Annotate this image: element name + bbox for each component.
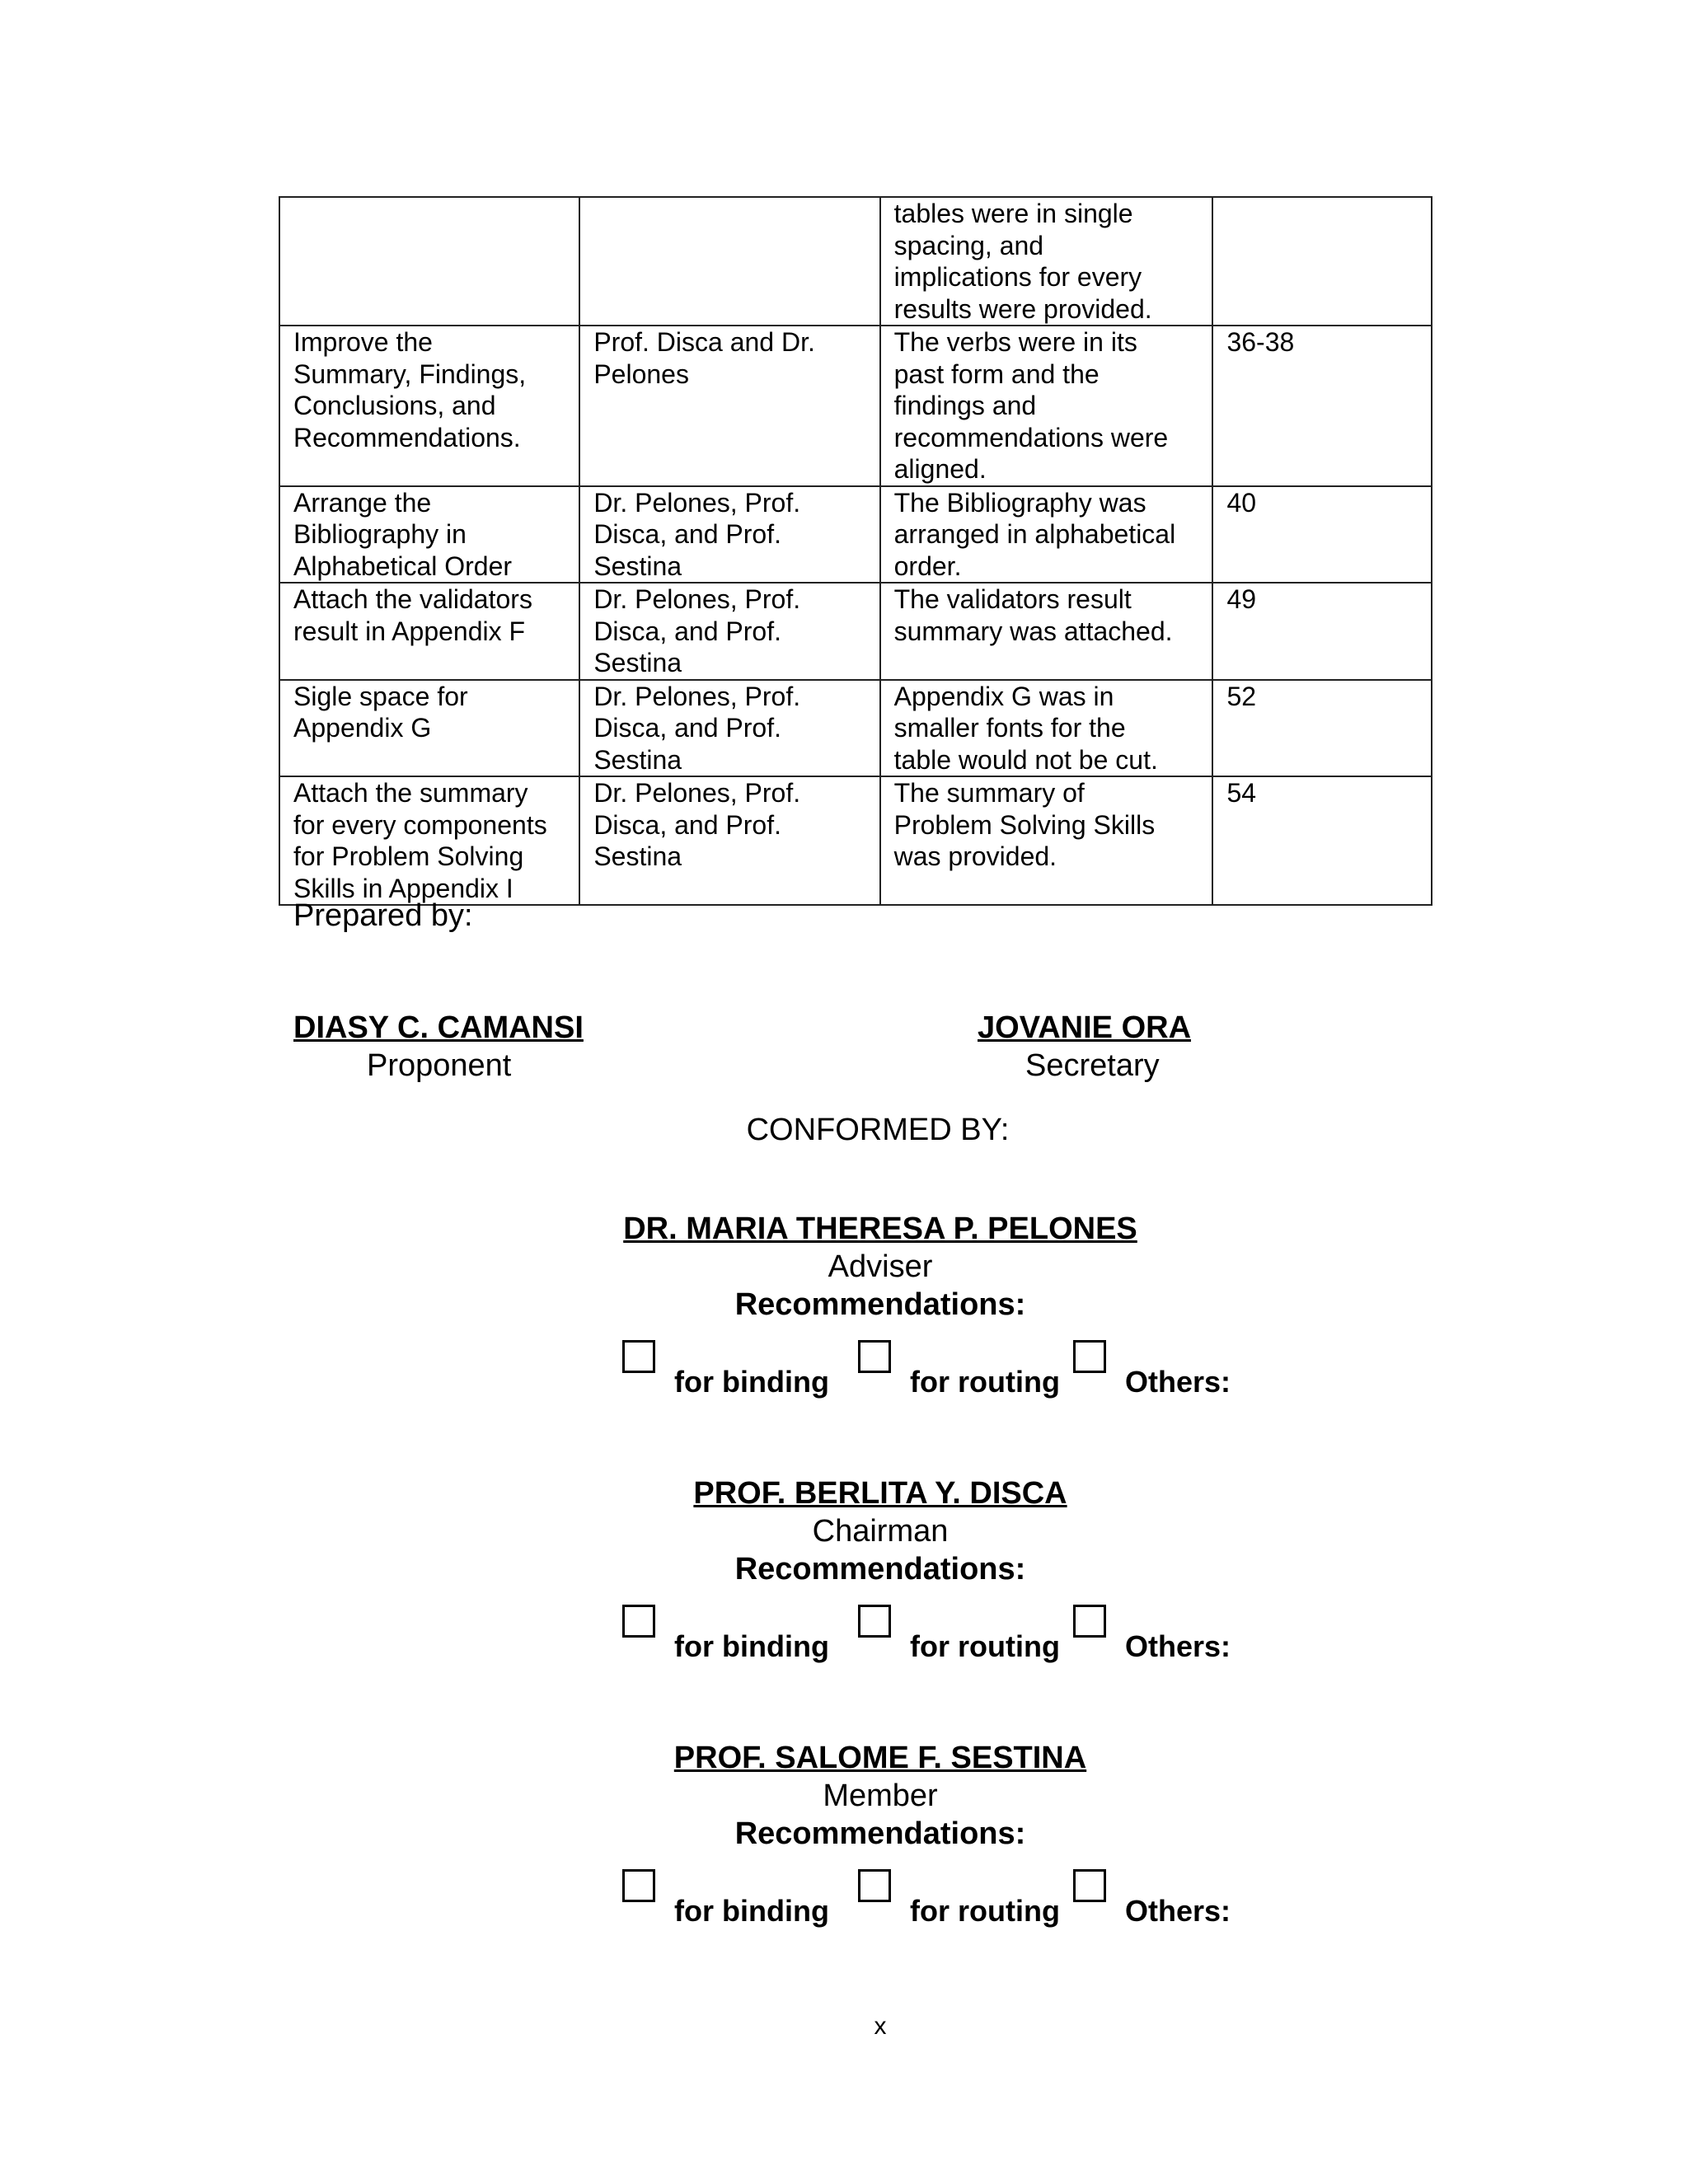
others-checkbox[interactable] xyxy=(1073,1605,1106,1638)
secretary-name: JOVANIE ORA xyxy=(978,1010,1192,1045)
table-cell xyxy=(279,197,579,326)
table-cell: The validators result summary was attached. xyxy=(880,583,1213,680)
proponent-name: DIASY C. CAMANSI xyxy=(293,1010,584,1045)
table-cell: The summary of Problem Solving Skills was provided. xyxy=(880,776,1213,905)
for-routing-checkbox[interactable] xyxy=(858,1605,891,1638)
recommendations-label: Recommendations: xyxy=(734,1552,1026,1586)
for-binding-label: for binding xyxy=(674,1629,829,1663)
table-cell: Prof. Disca and Dr. Pelones xyxy=(579,326,879,486)
table-cell: 36-38 xyxy=(1212,326,1432,486)
for-routing-label: for routing xyxy=(910,1894,1060,1928)
others-label: Others: xyxy=(1125,1894,1231,1928)
for-binding-label: for binding xyxy=(674,1365,829,1399)
table-cell: Appendix G was in smaller fonts for the table would not be cut. xyxy=(880,680,1213,777)
for-binding-checkbox[interactable] xyxy=(622,1605,655,1638)
table-row xyxy=(279,326,1432,486)
table-row xyxy=(279,776,1432,905)
table-cell: Attach the summary for every components for Problem Solving Skills in Appendix I xyxy=(279,776,579,905)
others-checkbox[interactable] xyxy=(1073,1340,1106,1373)
for-routing-checkbox[interactable] xyxy=(858,1340,891,1373)
signatory-role: Adviser xyxy=(828,1249,933,1284)
prepared-by-label: Prepared by: xyxy=(293,898,473,933)
page-number: x xyxy=(874,2013,887,2040)
signatory-role: Chairman xyxy=(812,1514,949,1549)
table-cell: Sigle space for Appendix G xyxy=(279,680,579,777)
table-cell: Arrange the Bibliography in Alphabetical Order xyxy=(279,486,579,583)
signatory-name: DR. MARIA THERESA P. PELONES xyxy=(623,1212,1137,1246)
table-cell: Attach the validators result in Appendix F xyxy=(279,583,579,680)
for-binding-checkbox[interactable] xyxy=(622,1869,655,1902)
for-binding-checkbox[interactable] xyxy=(622,1340,655,1373)
table-cell: 52 xyxy=(1212,680,1432,777)
conformed-by-label: CONFORMED BY: xyxy=(746,1113,1010,1147)
for-routing-checkbox[interactable] xyxy=(858,1869,891,1902)
signatory-role: Member xyxy=(823,1779,938,1813)
table-cell: Dr. Pelones, Prof. Disca, and Prof. Sestina xyxy=(579,583,879,680)
for-routing-label: for routing xyxy=(910,1629,1060,1663)
recommendations-label: Recommendations: xyxy=(734,1816,1026,1851)
table-cell: Dr. Pelones, Prof. Disca, and Prof. Sestina xyxy=(579,680,879,777)
recommendations-label: Recommendations: xyxy=(734,1287,1026,1322)
signatory-name: PROF. SALOME F. SESTINA xyxy=(673,1741,1087,1775)
table-cell: tables were in single spacing, and implications for every results were provided. xyxy=(880,197,1213,326)
table-cell: The verbs were in its past form and the findings and recommendations were aligned. xyxy=(880,326,1213,486)
revisions-table xyxy=(279,196,1432,906)
table-cell: 49 xyxy=(1212,583,1432,680)
table-row xyxy=(279,680,1432,777)
others-label: Others: xyxy=(1125,1365,1231,1399)
for-routing-label: for routing xyxy=(910,1365,1060,1399)
proponent-role: Proponent xyxy=(367,1048,512,1083)
others-checkbox[interactable] xyxy=(1073,1869,1106,1902)
table-row xyxy=(279,486,1432,583)
table-cell: Improve the Summary, Findings, Conclusions, and Recommendations. xyxy=(279,326,579,486)
table-cell: 40 xyxy=(1212,486,1432,583)
table-row xyxy=(279,583,1432,680)
table-cell: The Bibliography was arranged in alphabetical order. xyxy=(880,486,1213,583)
secretary-role: Secretary xyxy=(1025,1048,1160,1083)
table-cell xyxy=(579,197,879,326)
table-cell: Dr. Pelones, Prof. Disca, and Prof. Sestina xyxy=(579,776,879,905)
table-cell xyxy=(1212,197,1432,326)
table-cell: Dr. Pelones, Prof. Disca, and Prof. Sestina xyxy=(579,486,879,583)
for-binding-label: for binding xyxy=(674,1894,829,1928)
signatory-name: PROF. BERLITA Y. DISCA xyxy=(693,1476,1067,1511)
table-cell: 54 xyxy=(1212,776,1432,905)
others-label: Others: xyxy=(1125,1629,1231,1663)
table-row xyxy=(279,197,1432,326)
